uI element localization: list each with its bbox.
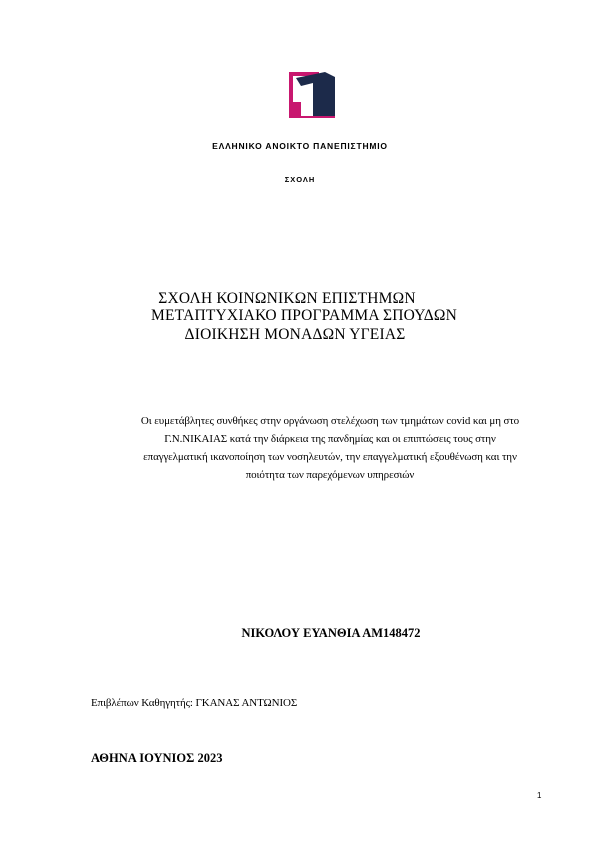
thesis-title-line: Γ.Ν.ΝΙΚΑΙΑΣ κατά την διάρκεια της πανδημίας και οι επιπτώσεις τους στην — [164, 433, 496, 445]
university-name: ΕΛΛΗΝΙΚΟ ΑΝΟΙΚΤΟ ΠΑΝΕΠΙΣΤΗΜΙΟ — [212, 141, 388, 151]
place-date: ΑΘΗΝΑ ΙΟΥΝΙΟΣ 2023 — [91, 751, 223, 765]
university-logo-icon — [289, 72, 335, 118]
track-title: ΔΙΟΙΚΗΣΗ ΜΟΝΑΔΩΝ ΥΓΕΙΑΣ — [184, 326, 406, 343]
thesis-title — [98, 412, 562, 484]
program-title: ΜΕΤΑΠΤΥΧΙΑΚΟ ΠΡΟΓΡΑΜΜΑ ΣΠΟΥΔΩΝ — [151, 307, 457, 324]
school-title: ΣΧΟΛΗ ΚΟΙΝΩΝΙΚΩΝ ΕΠΙΣΤΗΜΩΝ — [158, 290, 416, 307]
supervisor: Επιβλέπων Καθηγητής: ΓΚΑΝΑΣ ΑΝΤΩΝΙΟΣ — [91, 697, 298, 709]
thesis-title-line: ποιότητα των παρεχόμενων υπηρεσιών — [245, 469, 415, 481]
page-number: 1 — [537, 791, 542, 800]
thesis-title-line: Οι ευμετάβλητες συνθήκες στην οργάνωση στελέχωση των τμημάτων covid και μη στο — [140, 415, 520, 427]
author-name: ΝΙΚΟΛΟΥ ΕΥΑΝΘΙΑ ΑΜ148472 — [241, 626, 421, 640]
thesis-title-line: επαγγελματική ικανοποίηση των νοσηλευτών, την επαγγελματική εξουθένωση και την — [143, 451, 517, 463]
school-label: ΣΧΟΛΗ — [284, 175, 316, 184]
